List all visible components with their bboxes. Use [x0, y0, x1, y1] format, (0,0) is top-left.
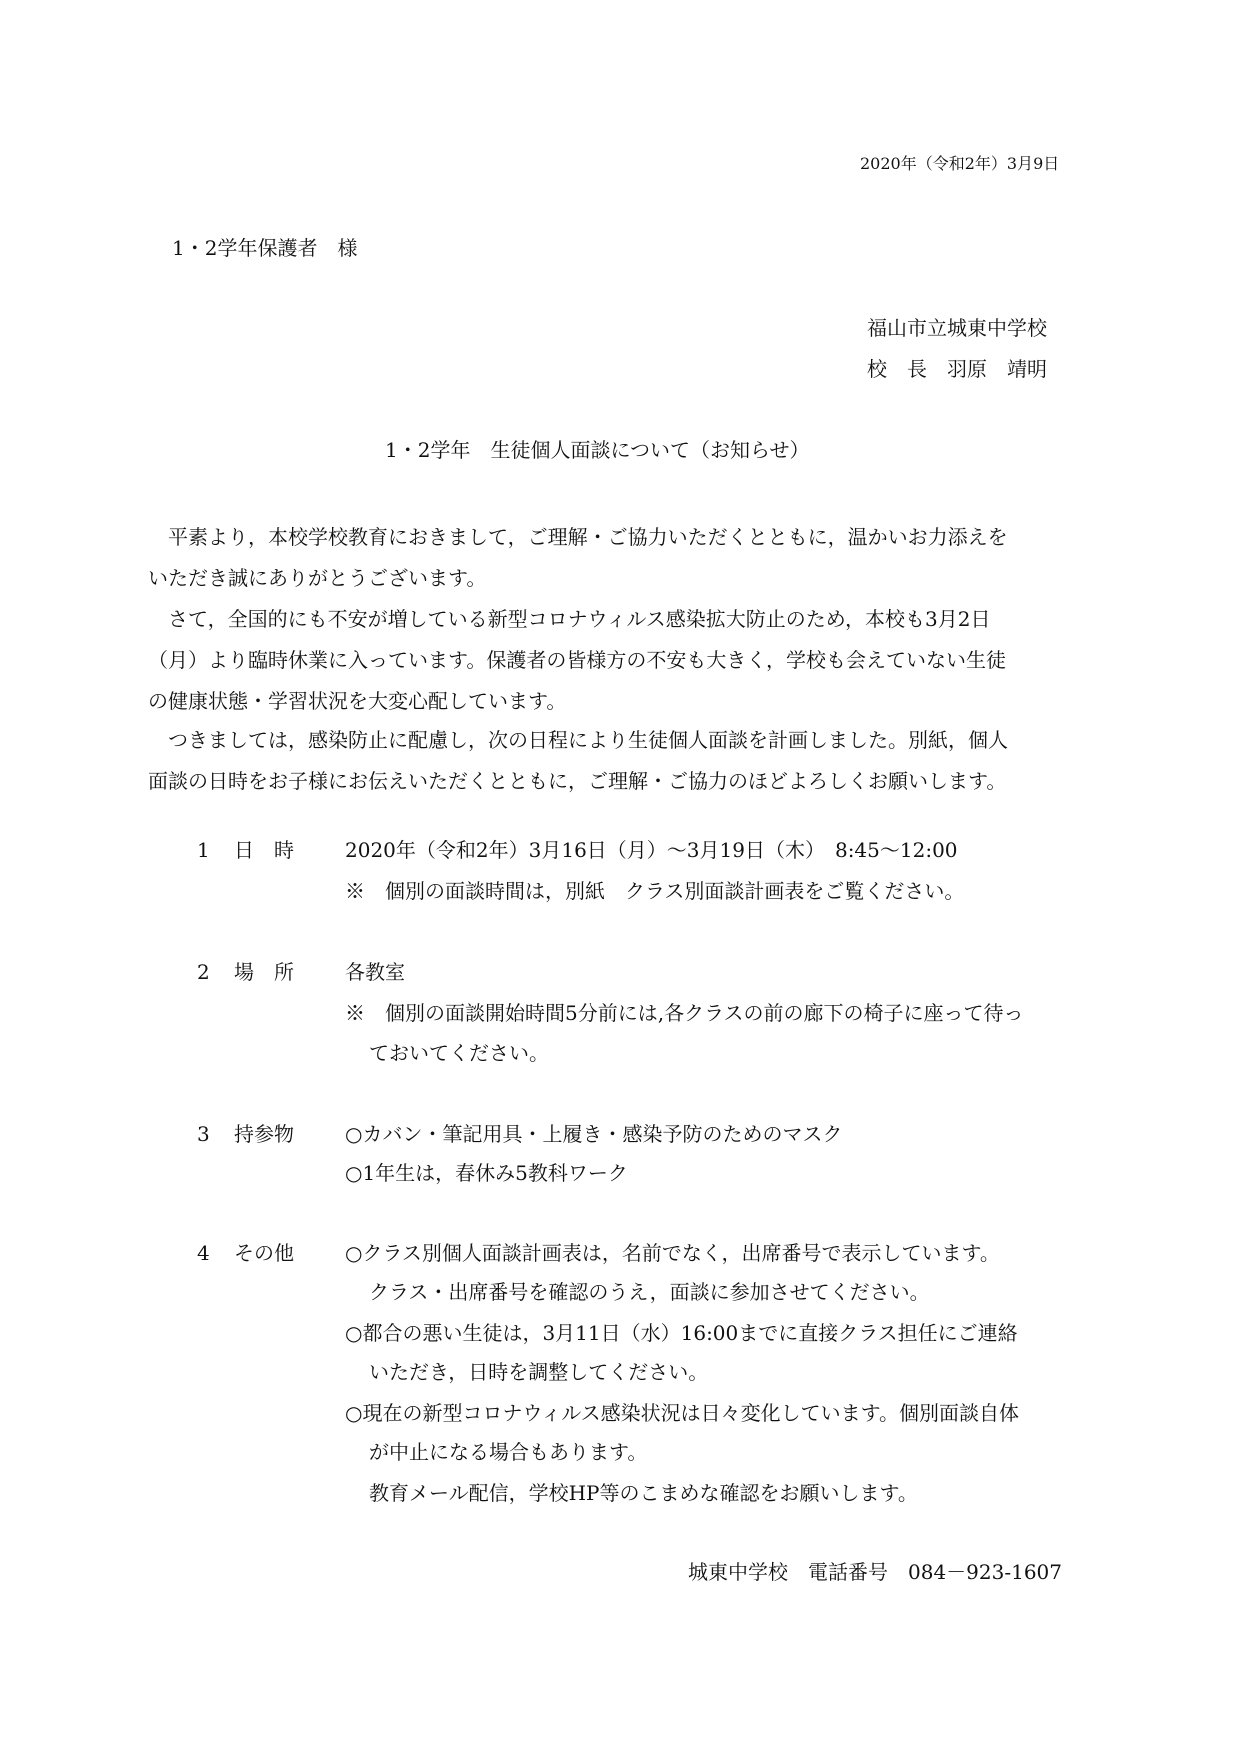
section-line: 2020年（令和2年）3月16日（月）～3月19日（木） 8:45～12:00	[345, 838, 958, 862]
paragraph-line: （月）より臨時休業に入っています。保護者の皆様方の不安も大きく，学校も会えていない生徒	[148, 648, 1006, 672]
section-line: ○カバン・筆記用具・上履き・感染予防のためのマスク	[345, 1122, 843, 1146]
section-line-continued: が中止になる場合もあります。	[369, 1440, 648, 1464]
section-label-items: 持参物	[234, 1122, 294, 1146]
section-label-place: 場 所	[234, 960, 294, 984]
section-line: ○都合の悪い生徒は，3月11日（水）16:00までに直接クラス担任にご連絡	[345, 1321, 1018, 1345]
greeting-paragraph	[148, 517, 1093, 599]
section-line: ○現在の新型コロナウィルス感染状況は日々変化しています。個別面談自体	[345, 1401, 1020, 1425]
paragraph-line: さて，全国的にも不安が増している新型コロナウィルス感染拡大防止のため，本校も3月2日	[148, 607, 991, 631]
section-line-continued: いただき，日時を調整してください。	[369, 1360, 709, 1384]
paragraph-line: 面談の日時をお子様にお伝えいただくとともに，ご理解・ご協力のほどよろしくお願いします。	[148, 769, 1007, 793]
section-number: 4	[197, 1241, 210, 1265]
paragraph-line: いただき誠にありがとうございます。	[148, 566, 487, 590]
paragraph-line: 平素より，本校学校教育におきまして，ご理解・ご協力いただくとともに，温かいお力添えを	[148, 525, 1008, 549]
document-title: 1・2学年 生徒個人面談について（お知らせ）	[385, 438, 810, 462]
section-number: 2	[197, 960, 210, 984]
section-number: 3	[197, 1122, 210, 1146]
plan-paragraph	[148, 720, 1093, 802]
section-note: ※ 個別の面談開始時間5分前には,各クラスの前の廊下の椅子に座って待っ	[345, 1001, 1024, 1025]
document-date: 2020年（令和2年）3月9日	[860, 154, 1060, 173]
section-line: 各教室	[345, 960, 405, 984]
situation-paragraph	[148, 599, 1093, 722]
paragraph-line: の健康状態・学習状況を大変心配しています。	[148, 689, 567, 713]
paragraph-line: つきましては，感染防止に配慮し，次の日程により生徒個人面談を計画しました。別紙，個人	[148, 728, 1008, 752]
section-label-datetime: 日 時	[234, 838, 294, 862]
recipient-line: 1・2学年保護者 様	[172, 236, 358, 260]
section-note: ※ 個別の面談時間は，別紙 クラス別面談計画表をご覧ください。	[345, 879, 965, 903]
section-label-other: その他	[234, 1241, 294, 1265]
section-line-continued: 教育メール配信，学校HP等のこまめな確認をお願いします。	[369, 1481, 918, 1505]
section-line: ○1年生は，春休み5教科ワーク	[345, 1161, 628, 1185]
section-note-continued: ておいてください。	[369, 1041, 549, 1065]
contact-phone: 城東中学校 電話番号 084－923-1607	[688, 1560, 1063, 1584]
school-name: 福山市立城東中学校	[867, 316, 1047, 340]
section-number: 1	[197, 838, 210, 862]
section-line: ○クラス別個人面談計画表は，名前でなく，出席番号で表示しています。	[345, 1241, 1000, 1265]
section-line-continued: クラス・出席番号を確認のうえ，面談に参加させてください。	[369, 1280, 930, 1304]
principal-name: 校 長 羽原 靖明	[867, 357, 1047, 381]
